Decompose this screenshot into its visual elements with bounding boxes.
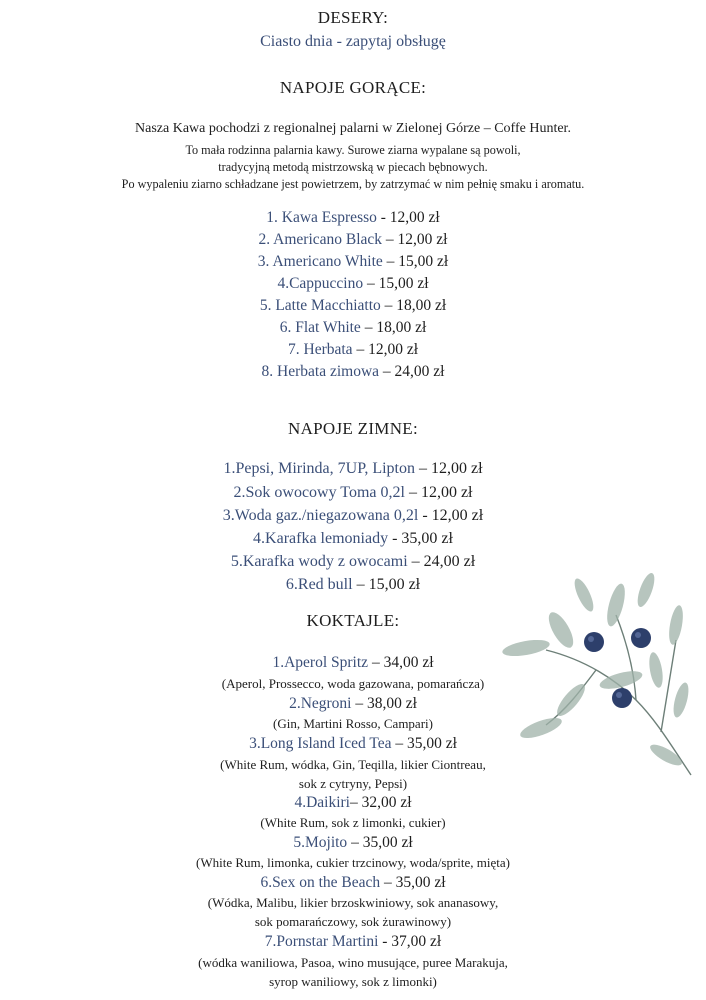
item-name: 1.Pepsi, Mirinda, 7UP, Lipton [223, 460, 415, 477]
hot-drink-item [0, 363, 706, 381]
cold-drinks-heading: NAPOJE ZIMNE: [288, 419, 418, 438]
item-name: 8. Herbata zimowa [261, 363, 380, 380]
coffee-intro-line: To mała rodzinna palarnia kawy. Surowe ziarna wypalane są powoli, [185, 143, 521, 157]
cocktail-ingredients: syrop waniliowy, sok z limonki) [269, 974, 437, 989]
item-price: – 35,00 zł [391, 735, 457, 752]
item-price: – 24,00 zł [407, 553, 476, 570]
cocktail-ingredients: (Aperol, Prossecco, woda gazowana, pomarańcza) [221, 676, 485, 691]
item-name: 2. Americano Black [258, 231, 383, 248]
item-name: 5. Latte Macchiatto [259, 297, 381, 314]
item-name: 4.Daikiri [294, 794, 350, 811]
cocktail-ingredients: (White Rum, limonka, cukier trzcinowy, woda/sprite, mięta) [196, 855, 510, 870]
item-price: – 18,00 zł [380, 297, 447, 314]
coffee-intro-line: Nasza Kawa pochodzi z regionalnej palarni w Zielonej Górze – Coffe Hunter. [135, 121, 571, 136]
cold-drink-item [0, 484, 706, 502]
blueberry-branch-icon [466, 560, 706, 790]
item-name: 3.Woda gaz./niegazowana 0,2l [222, 507, 419, 524]
item-price: – 38,00 zł [351, 695, 417, 712]
item-price: – 18,00 zł [360, 319, 427, 336]
item-price: – 15,00 zł [382, 253, 449, 270]
item-price: – 12,00 zł [415, 460, 483, 477]
item-price: – 24,00 zł [379, 363, 445, 380]
item-price: – 12,00 zł [404, 484, 473, 501]
cocktail-item [0, 933, 706, 951]
cocktail-ingredients: (Wódka, Malibu, likier brzoskwiniowy, sok ananasowy, [207, 895, 499, 910]
cocktail-ingredients: (Gin, Martini Rosso, Campari) [273, 716, 433, 731]
coffee-intro-line: Po wypaleniu ziarno schładzane jest powietrzem, by zatrzymać w nim pełnię smaku i aromatu. [121, 177, 585, 191]
item-price: – 15,00 zł [352, 576, 421, 593]
item-price: – 15,00 zł [363, 275, 429, 292]
item-name: 3. Americano White [257, 253, 383, 270]
cocktail-item [0, 874, 706, 892]
item-name: 4.Karafka lemoniady [253, 530, 389, 547]
hot-drink-item [0, 319, 706, 337]
item-price: - 12,00 zł [418, 507, 484, 524]
desserts-heading: DESERY: [317, 8, 389, 27]
item-price: - 37,00 zł [378, 933, 442, 950]
item-name: 1.Aperol Spritz [272, 654, 369, 671]
hot-drink-item [0, 341, 706, 359]
hot-drink-item [0, 275, 706, 293]
coffee-intro-line: tradycyjną metodą mistrzowską w piecach bębnowych. [218, 160, 488, 174]
item-price: – 35,00 zł [347, 834, 413, 851]
cocktail-ingredients: (wódka waniliowa, Pasoa, wino musujące, puree Marakuja, [198, 955, 508, 970]
item-price: – 32,00 zł [349, 794, 412, 811]
hot-drinks-heading: NAPOJE GORĄCE: [279, 78, 427, 97]
item-name: 2.Sok owocowy Toma 0,2l [233, 484, 405, 501]
item-name: 7.Pornstar Martini [264, 933, 379, 950]
cold-drink-item [0, 530, 706, 548]
item-name: 1. Kawa Espresso [266, 209, 377, 226]
item-price: – 12,00 zł [352, 341, 418, 358]
cocktails-heading: KOKTAJLE: [306, 611, 400, 630]
cocktail-ingredients: (White Rum, wódka, Gin, Teqilla, likier Ciontreau, [220, 757, 486, 772]
cold-drink-item [0, 507, 706, 525]
cocktail-item [0, 834, 706, 852]
hot-drink-item [0, 297, 706, 315]
hot-drink-item [0, 253, 706, 271]
item-name: 5.Mojito [293, 834, 348, 851]
cocktail-ingredients: sok z cytryny, Pepsi) [298, 776, 408, 791]
item-price: – 34,00 zł [368, 654, 434, 671]
cold-drink-item [0, 460, 706, 478]
item-name: 3.Long Island Iced Tea [249, 735, 392, 752]
item-name: 6.Sex on the Beach [260, 874, 381, 891]
item-price: – 12,00 zł [382, 231, 448, 248]
item-name: 6.Red bull [285, 576, 353, 593]
cocktail-ingredients: sok pomarańczowy, sok żurawinowy) [254, 914, 452, 929]
item-price: - 35,00 zł [388, 530, 453, 547]
item-price: – 35,00 zł [380, 874, 446, 891]
hot-drink-item [0, 231, 706, 249]
desserts-item: Ciasto dnia - zapytaj obsługę [260, 33, 446, 50]
item-name: 4.Cappuccino [277, 275, 364, 292]
item-price: - 12,00 zł [376, 209, 440, 226]
item-name: 5.Karafka wody z owocami [230, 553, 408, 570]
item-name: 6. Flat White [279, 319, 361, 336]
cocktail-item [0, 794, 706, 812]
hot-drink-item [0, 209, 706, 227]
cocktail-ingredients: (White Rum, sok z limonki, cukier) [260, 815, 446, 830]
item-name: 2.Negroni [289, 695, 352, 712]
item-name: 7. Herbata [288, 341, 353, 358]
